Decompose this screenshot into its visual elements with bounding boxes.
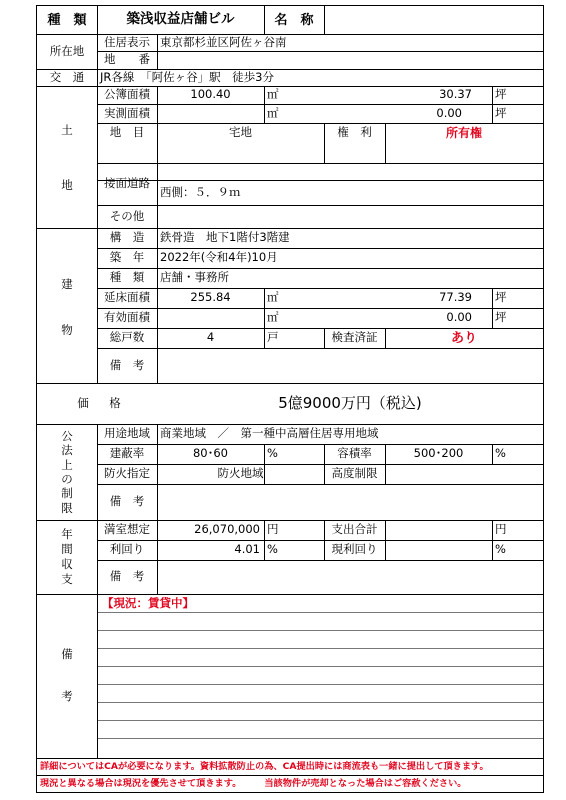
building-label-top: 建 — [61, 278, 73, 292]
inspection-value: あり — [450, 330, 477, 346]
effective-area-m2 — [157, 308, 264, 328]
notes-line — [97, 702, 543, 703]
effective-area-tsubo: 0.00 — [446, 310, 472, 325]
building-label-bottom: 物 — [61, 324, 73, 338]
regulations-label-char: 限 — [61, 500, 73, 515]
notes-line — [97, 720, 543, 721]
measured-area-m2 — [157, 104, 264, 123]
income-label-char: 収 — [61, 557, 73, 571]
building-type-label: 種 類 — [109, 270, 145, 285]
expense-label: 支出合計 — [331, 522, 378, 537]
regulations-label-char: 上 — [61, 457, 73, 472]
road-value: 西側：５．９ｍ — [160, 184, 241, 199]
expense-unit: 円 — [495, 522, 507, 537]
price-label-2: 格 — [109, 395, 121, 410]
floor-area-tsubo: 77.39 — [439, 290, 472, 305]
notes-status: 【現況：賃貸中】 — [102, 595, 194, 610]
name-label: 名 称 — [274, 12, 314, 28]
m2-unit: ㎡ — [267, 105, 279, 120]
income-label-char: 年 — [61, 527, 73, 542]
notes-label-top: 備 — [61, 648, 73, 662]
tsubo-unit: 坪 — [495, 87, 507, 102]
coverage-label: 建蔽率 — [109, 446, 145, 461]
built-value: 2022年(令和4年)10月 — [160, 250, 278, 265]
land-other-label: その他 — [109, 208, 145, 223]
lot-label: 地 番 — [104, 52, 150, 67]
regulations-label-char: の — [61, 472, 73, 486]
effective-area-label: 有効面積 — [104, 310, 150, 325]
notes-line — [97, 684, 543, 685]
notes-line — [97, 666, 543, 667]
full-income-unit: 円 — [267, 522, 279, 537]
built-label: 築 年 — [109, 250, 145, 265]
expense-value — [385, 520, 492, 540]
m2-unit: ㎡ — [267, 310, 279, 325]
regulations-label-char: 法 — [61, 443, 73, 458]
income-remarks-value — [157, 560, 543, 594]
land-category-label: 地 目 — [109, 125, 145, 140]
yield-unit: % — [267, 542, 278, 557]
notes-line — [97, 612, 543, 613]
road-label: 接面道路 — [104, 176, 150, 191]
land-label-bottom: 地 — [61, 179, 73, 193]
far-value: 500･200 — [413, 446, 464, 461]
rights-label: 権 利 — [337, 125, 372, 140]
building-type-value: 店舗・事務所 — [160, 270, 229, 285]
kind-value: 築浅収益店舗ビル — [126, 11, 235, 28]
footer-line-1: 詳細についてはCAが必要になります。資料拡散防止の為、CA提出時には商流表も一緒に提出して頂きます。 — [40, 761, 489, 773]
full-income-label: 満室想定 — [104, 522, 150, 537]
units-value: 4 — [206, 330, 215, 345]
m2-unit: ㎡ — [267, 290, 279, 305]
floor-area-label: 延床面積 — [104, 290, 150, 305]
height-value — [385, 464, 543, 484]
rule — [97, 163, 543, 164]
price-label-1: 価 — [77, 395, 89, 410]
units-unit: 戸 — [267, 330, 279, 345]
registered-area-tsubo: 30.37 — [439, 87, 472, 102]
notes-line — [97, 648, 543, 649]
full-income-value: 26,070,000 — [194, 522, 260, 537]
land-label-top: 土 — [61, 124, 73, 138]
income-label — [37, 520, 97, 594]
address-label: 住居表示 — [104, 34, 150, 49]
regulations-label-char: 公 — [61, 428, 73, 443]
yield-value: 4.01 — [234, 542, 260, 557]
height-label: 高度制限 — [331, 466, 378, 481]
rights-value: 所有権 — [445, 126, 482, 140]
notes-line — [97, 738, 543, 739]
income-label-char: 支 — [61, 571, 73, 586]
income-label-char: 間 — [61, 542, 73, 557]
regulations-remarks-label: 備 考 — [109, 494, 145, 509]
regulations-label-char: 制 — [61, 486, 73, 501]
name-value — [324, 6, 543, 34]
current-yield-value — [385, 540, 492, 560]
kind-label: 種 類 — [47, 12, 87, 28]
zoning-value: 商業地域 ／ 第一種中高層住居専用地域 — [160, 426, 379, 441]
income-remarks-label: 備 考 — [109, 569, 145, 584]
yield-label: 利回り — [109, 542, 145, 557]
transport-label: 交 通 — [49, 69, 85, 84]
building-remarks-value — [157, 348, 543, 383]
measured-area-tsubo: 0.00 — [436, 105, 462, 120]
building-remarks-label: 備 考 — [109, 357, 145, 372]
inspection-label: 検査済証 — [331, 330, 378, 345]
regulations-label — [37, 424, 97, 520]
coverage-value: 80･60 — [192, 446, 229, 461]
current-yield-label: 現利回り — [331, 542, 378, 557]
tsubo-unit: 坪 — [495, 310, 507, 325]
registered-area-label: 公簿面積 — [104, 87, 150, 102]
tsubo-unit: 坪 — [495, 290, 507, 305]
fire-label: 防火指定 — [104, 466, 150, 481]
land-category-value: 宅地 — [229, 125, 252, 140]
units-label: 総戸数 — [109, 330, 145, 345]
lot-value — [157, 51, 543, 69]
registered-area-m2: 100.40 — [190, 87, 231, 102]
coverage-unit: % — [267, 446, 278, 461]
footer-line-2: 現況と異なる場合は現況を優先させて頂きます。 当該物件が売却となった場合はご容赦ください。 — [40, 778, 467, 790]
m2-unit: ㎡ — [267, 87, 279, 102]
price-value: 5億9000万円（税込) — [278, 394, 422, 412]
notes-label-bottom: 考 — [61, 690, 73, 704]
zoning-label: 用途地域 — [104, 426, 150, 441]
measured-area-label: 実測面積 — [104, 105, 150, 120]
floor-area-m2: 255.84 — [190, 290, 231, 305]
far-label: 容積率 — [337, 446, 372, 461]
structure-value: 鉄骨造 地下1階付3階建 — [160, 230, 290, 245]
transport-value: JR各線 「阿佐ヶ谷」駅 徒歩3分 — [100, 69, 274, 84]
tsubo-unit: 坪 — [495, 105, 507, 120]
current-yield-unit: % — [495, 542, 506, 557]
land-other-value — [157, 205, 543, 228]
structure-label: 構 造 — [109, 230, 145, 245]
fire-value: 防火地域 — [217, 466, 264, 481]
regulations-remarks-value — [157, 484, 543, 520]
rule — [97, 594, 98, 758]
property-sheet — [36, 5, 544, 793]
far-unit: % — [495, 446, 506, 461]
address-value: 東京都杉並区阿佐ヶ谷南 — [160, 34, 287, 49]
notes-line — [97, 630, 543, 631]
location-label: 所在地 — [49, 43, 85, 58]
